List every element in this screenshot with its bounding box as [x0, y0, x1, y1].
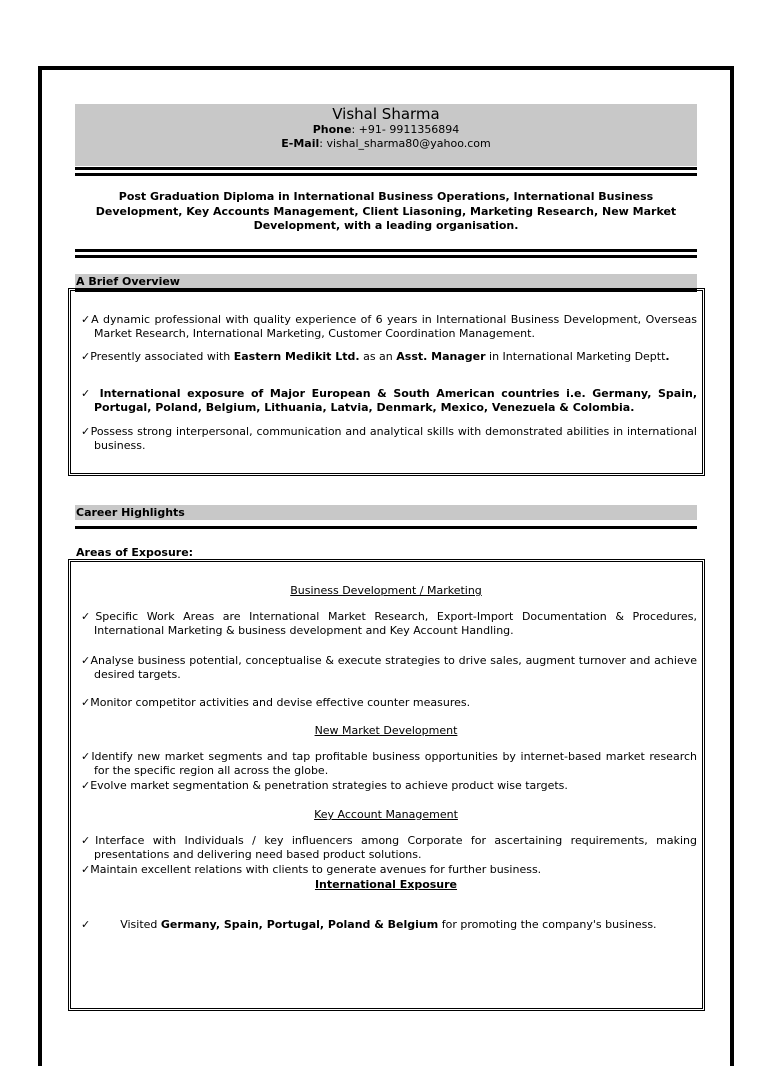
check-icon: ✓ [81, 313, 92, 326]
career-bullet: ✓Identify new market segments and tap profitable business opportunities by internet-based market research for the specific region all across the globe. [81, 750, 697, 777]
check-icon: ✓ [81, 834, 96, 847]
check-icon: ✓ [81, 610, 96, 623]
career-bullet: ✓Specific Work Areas are International Market Research, Export-Import Documentation & Procedures, International Marketing & business development and Key Account Handling. [81, 610, 698, 637]
overview-bullet: ✓A dynamic professional with quality experience of 6 years in International Business Development, Overseas Market Research, International Marketing, Customer Coordination Management. [81, 313, 697, 340]
check-icon: ✓ [81, 350, 91, 363]
career-bullet: ✓Interface with Individuals / key influencers among Corporate for ascertaining requirements, making presentations and delivering need based product solutions. [81, 834, 697, 861]
resume-header [75, 104, 697, 166]
check-icon: ✓ [81, 654, 91, 667]
overview-bullet: ✓Presently associated with Eastern Medikit Ltd. as an Asst. Manager in International Marketing Deptt. [81, 350, 670, 363]
summary-divider [75, 249, 697, 258]
section-title-career: Career Highlights [75, 505, 697, 520]
subhead-business-development: Business Development / Marketing [290, 584, 482, 597]
header-divider [75, 167, 697, 176]
check-icon: ✓ [81, 750, 92, 763]
overview-bullet: ✓ International exposure of Major European & South American countries i.e. Germany, Spain, Portugal, Poland, Belgium, Lithuania, Latvia, Denmark, Mexico, Venezuela & Colombia. [81, 387, 698, 414]
section-title-overview: A Brief Overview [75, 274, 697, 289]
phone-value: : +91- 9911356894 [351, 123, 460, 136]
email-value: : vishal_sharma80@yahoo.com [319, 137, 491, 150]
career-underline [75, 526, 697, 529]
career-bullet: ✓Maintain excellent relations with clients to generate avenues for further business. [81, 863, 542, 876]
overview-bullet: ✓Possess strong interpersonal, communication and analytical skills with demonstrated abilities in international business. [81, 425, 697, 452]
check-icon: ✓ [81, 387, 93, 400]
career-bullet: ✓Monitor competitor activities and devise effective counter measures. [81, 696, 471, 709]
check-icon: ✓ [81, 863, 91, 876]
subhead-international-exposure: International Exposure [314, 878, 458, 891]
career-bullet: ✓Analyse business potential, conceptualise & execute strategies to drive sales, augment turnover and achieve desired targets. [81, 654, 698, 681]
subhead-key-account: Key Account Management [314, 808, 458, 821]
email-line [75, 137, 697, 151]
career-bullet: ✓Evolve market segmentation & penetration strategies to achieve product wise targets. [81, 779, 568, 792]
phone-line [75, 123, 697, 137]
check-icon: ✓ [81, 425, 91, 438]
subhead-new-market: New Market Development [314, 724, 458, 737]
candidate-name: Vishal Sharma [332, 105, 440, 123]
check-icon: ✓ [81, 918, 91, 931]
career-bullet: ✓ Visited Germany, Spain, Portugal, Poland & Belgium for promoting the company's business. [81, 918, 657, 931]
email-label: E-Mail [281, 137, 320, 150]
profile-summary: Post Graduation Diploma in International Business Operations, International Business Development, Key Accounts Management, Client Liasoning, Marketing Research, New Market Development, with a leading organisation. [95, 190, 677, 232]
check-icon: ✓ [81, 696, 91, 709]
check-icon: ✓ [81, 779, 91, 792]
phone-label: Phone [312, 123, 352, 136]
areas-label: Areas of Exposure: [76, 546, 194, 559]
